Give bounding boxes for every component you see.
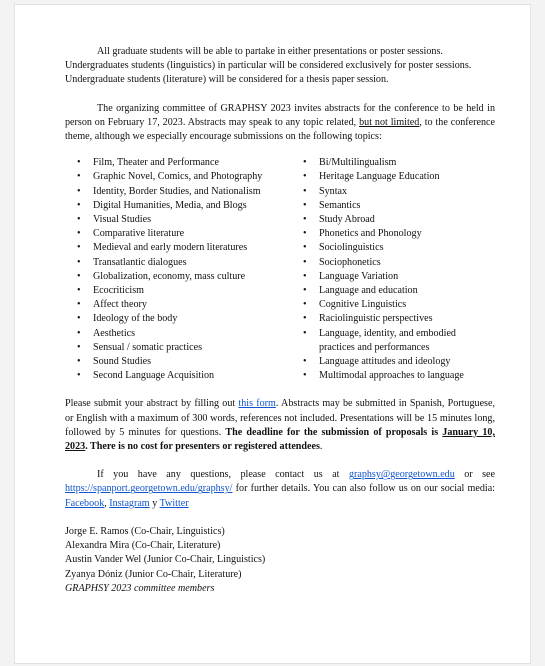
contact-email-link[interactable]: graphsy@georgetown.edu [348,469,455,481]
website-link[interactable]: https://spanport.georgetown.edu/graphsy/ [65,483,233,495]
signature-line: Jorge E. Ramos (Co-Chair, Linguistics) [65,525,225,537]
contact-paragraph [65,468,495,511]
document-page [14,4,531,664]
topic-item: • Sociolinguistics [291,241,491,255]
submission-text-details: . Abstracts may be submitted in Spanish, Portuguese, or English with a maximum of 300 words, references not included. Presentations will be 15 minutes long, followed by 5 minutes for questions. [65,398,495,438]
topic-item: • Identity, Border Studies, and Nationalism [65,185,291,199]
cost-text: . There is no cost for presenters or registered attendees [85,441,320,453]
facebook-link[interactable]: Facebook [65,497,105,509]
submission-form-link[interactable]: this form [238,398,276,410]
signature-block [65,525,495,596]
topics-list-right [291,156,491,383]
separator-comma: , [104,497,110,509]
topic-item: • Multimodal approaches to language [291,369,491,383]
call-text-end: , to the conference theme, although we especially encourage submissions on the following topics: [65,116,495,143]
topic-item: • Sound Studies [65,355,291,369]
topic-item: • Affect theory [65,298,291,312]
topic-item: • Language attitudes and ideology [291,355,491,369]
topic-item: • Second Language Acquisition [65,369,291,383]
eligibility-paragraph: All graduate students will be able to partake in either presentations or poster sessions. Undergraduates students (linguistics) in particular will be considered exclusively for poster sessions. Undergraduate students (literature) will be considered for a thesis paper session. [65,46,472,86]
topic-item: • Visual Studies [65,213,291,227]
submission-text-end: . [319,441,323,453]
topics-list-left [65,156,291,383]
twitter-link[interactable]: Twitter [159,497,189,509]
deadline-text: The deadline for the submission of proposals is [225,426,443,438]
topic-item: • Raciolinguistic perspectives [291,312,491,326]
topic-item: • Film, Theater and Performance [65,156,291,170]
topic-item: • Sensual / somatic practices [65,341,291,355]
topic-item: • Ideology of the body [65,312,291,326]
topic-item: • Phonetics and Phonology [291,227,491,241]
instagram-link[interactable]: Instagram [109,497,150,509]
document-body [65,45,495,596]
topic-item: • Syntax [291,185,491,199]
topic-item: • Study Abroad [291,213,491,227]
submission-paragraph [65,397,495,454]
topic-item: • Language Variation [291,270,491,284]
call-text-start: The organizing committee of GRAPHSY 2023 invites abstracts for the conference to be held in person on February 17, 2023. Abstracts may speak to any topic related, [65,102,495,128]
topic-item: • Aesthetics [65,327,291,341]
committee-label: GRAPHSY 2023 committee members [65,582,215,594]
topic-item: • Ecocriticism [65,284,291,298]
call-text-underlined: but not limited [359,116,420,128]
topic-item: • Language, identity, and embodied practices and performances [291,327,491,355]
topic-item: • Semantics [291,199,491,213]
topic-item: • Globalization, economy, mass culture [65,270,291,284]
topic-item: • Bi/Multilingualism [291,156,491,170]
topic-item: • Language and education [291,284,491,298]
topic-item: • Transatlantic dialogues [65,256,291,270]
deadline-date: January 10, 2023 [65,426,495,453]
signature-line: Alexandra Mira (Co-Chair, Literature) [65,540,221,552]
submission-text-start: Please submit your abstract by filling out [65,398,239,410]
call-for-abstracts-paragraph [65,102,495,145]
signature-line: Austin Vander Wel (Junior Co-Chair, Linguistics) [65,554,266,566]
topic-item: • Sociophonetics [291,256,491,270]
signature-line: Zyanya Dóniz (Junior Co-Chair, Literature) [65,568,242,580]
topics-lists [65,156,495,383]
topic-item: • Digital Humanities, Media, and Blogs [65,199,291,213]
contact-text-social: for further details. You can also follow us on our social media: [232,483,495,495]
topic-item: • Comparative literature [65,227,291,241]
topic-item: • Medieval and early modern literatures [65,241,291,255]
contact-text-start: If you have any questions, please contact us at [97,469,349,481]
separator-y: y [149,497,160,509]
topic-item: • Heritage Language Education [291,170,491,184]
topic-item: • Graphic Novel, Comics, and Photography [65,170,291,184]
topic-item: • Cognitive Linguistics [291,298,491,312]
contact-text-mid: or see [454,469,496,481]
